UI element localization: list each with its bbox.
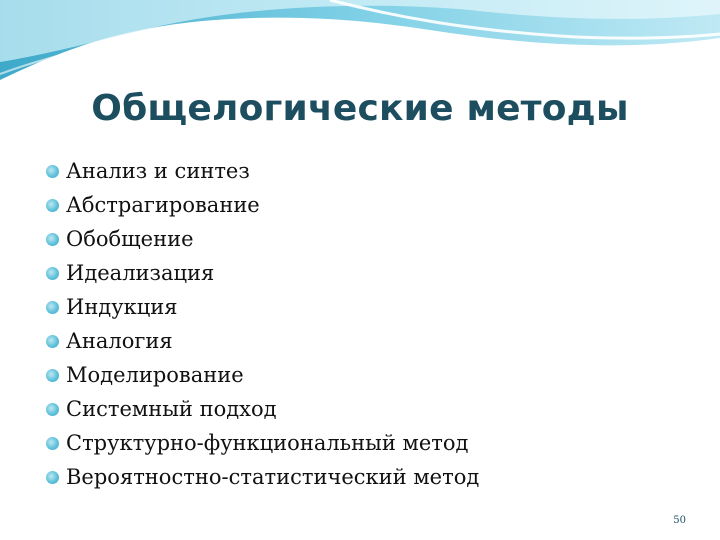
header-wave-decoration xyxy=(0,0,720,90)
bullet-icon xyxy=(46,437,59,450)
bullet-icon xyxy=(46,403,59,416)
list-item xyxy=(46,460,479,494)
bullet-icon xyxy=(46,199,59,212)
list-item xyxy=(46,290,479,324)
list-item-label: Моделирование xyxy=(66,363,244,387)
bullet-icon xyxy=(46,267,59,280)
list-item-label: Абстрагирование xyxy=(66,193,260,217)
list-item xyxy=(46,188,479,222)
list-item-label: Анализ и синтез xyxy=(66,159,250,183)
slide-title: Общелогические методы xyxy=(91,88,629,129)
bullet-icon xyxy=(46,233,59,246)
list-item-label: Вероятностно-статистический метод xyxy=(66,465,480,489)
list-item xyxy=(46,324,479,358)
list-item xyxy=(46,222,479,256)
list-item xyxy=(46,426,479,460)
list-item-label: Системный подход xyxy=(66,397,277,421)
bullet-icon xyxy=(46,301,59,314)
method-list xyxy=(46,154,479,494)
list-item-label: Аналогия xyxy=(66,329,173,353)
list-item-label: Индукция xyxy=(66,295,178,319)
list-item xyxy=(46,358,479,392)
list-item-label: Идеализация xyxy=(66,261,215,285)
list-item xyxy=(46,256,479,290)
list-item-label: Структурно-функциональный метод xyxy=(66,431,469,455)
list-item xyxy=(46,154,479,188)
bullet-icon xyxy=(46,165,59,178)
bullet-icon xyxy=(46,471,59,484)
bullet-icon xyxy=(46,369,59,382)
list-item xyxy=(46,392,479,426)
list-item-label: Обобщение xyxy=(66,227,194,251)
bullet-icon xyxy=(46,335,59,348)
page-number: 50 xyxy=(673,515,686,526)
